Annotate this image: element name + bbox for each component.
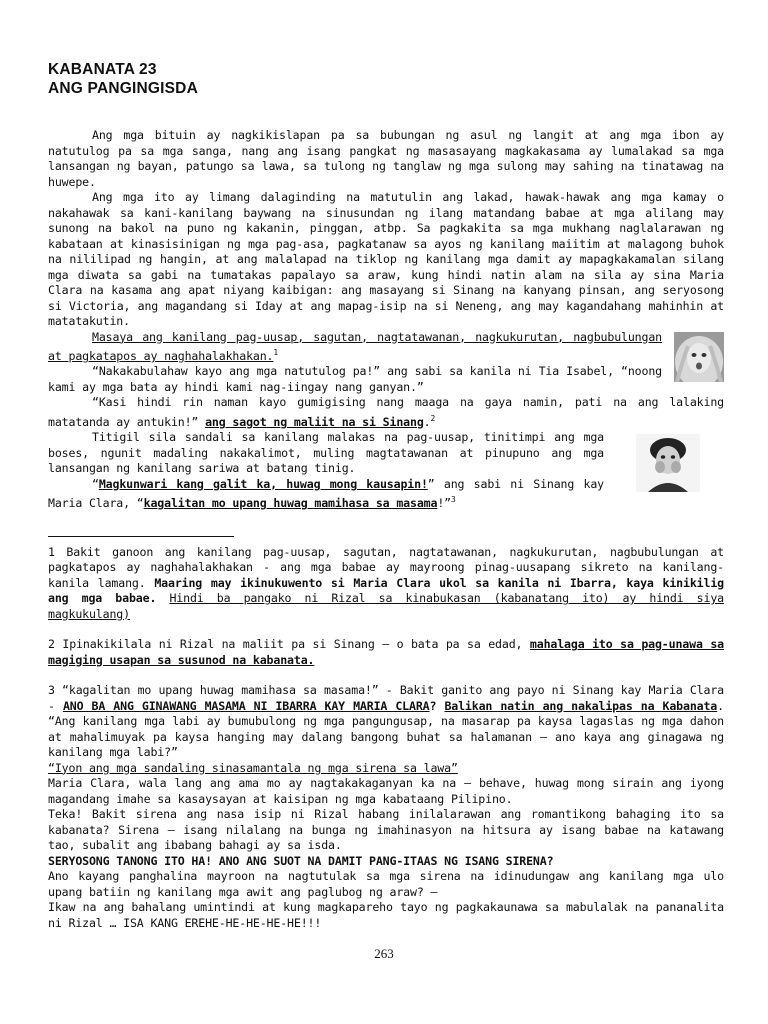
page-content [48, 60, 724, 931]
paragraph-4: “Nakakabulahaw kayo ang mga natutulog pa!” ang sabi sa kanila ni Tia Isabel, “noong kami ay mga bata ay hindi kami nag-iingay nang ganyan.” [48, 364, 662, 394]
paragraph-5 [48, 395, 724, 430]
footnote-3-quote: . “Ang kanilang mga labi ay bumubulong ng mga pangungusap, na masarap pa kaysa lagaslas ng mga dahon at mahalimuyak pa kaysa hanging may dalang bangong buhat sa halamanan – ano kaya ang ginagawa ng kanilang mga labi?” [48, 698, 724, 760]
page-number: 263 [374, 946, 394, 961]
chapter-title: ANG PANGINGISDA [48, 80, 198, 97]
paragraph-2: Ang mga ito ay limang dalaginding na matutulin ang lakad, hawak-hawak ang mga kamay o nakahawak sa kani-kanilang baywang na sinusundan ng ilang matandang babae at mga alilang may sunong na bakol na puno ng kakanin, pinggan, atbp. Sa pagkakita sa mga mukhang naglalarawan ng kabataan at kinasisinigan ng mga pag-asa, pagkatanaw sa ayos ng kanilang maiitim at malagong buhok na nililipad ng hangin, at ang malalapad na tiklop ng kanilang mga damit ay mapagkakamalan silang mga diwata sa gabi na tumatakas papalayo sa araw, kung hindi natin alam na sila ay sina Maria Clara na kasama ang apat niyang kaibigan: ang masayang si Sinang na kanyang pinsan, ang seryosong si Victoria, ang magandang si Iday at ang mapag-isip na si Neneng, ang may kagandahang mahinhin at matatakutin. [48, 190, 724, 328]
footnote-3-sirens-line: “Iyon ang mga sandaling sinasamantala ng mga sirena sa lawa” [48, 760, 458, 775]
paragraph-5-emphasis: ang sagot ng maliit na si Sinang [205, 414, 424, 429]
footnote-3-sirena: Teka! Bakit sirena ang nasa isip ni Rizal habang inilalarawan ang romantikong bahaging ito sa kabanata? Sirena – isang nilalang na bunga ng imahinasyon na hitsura ay isang babae na katawang tao, subalit ang ibabang bahagi ay sa isda. [48, 807, 724, 853]
footnote-2 [48, 637, 724, 668]
footnote-3-question: ANO BA ANG GINAWANG MASAMA NI IBARRA KAY MARIA CLARA [62, 698, 430, 713]
footnote-ref-3: 3 [451, 495, 456, 505]
footnote-3-text: 3 “kagalitan mo upang huwag mamihasa sa masama!” - Bakit ganito ang payo ni Sinang kay Maria Clara - [48, 683, 724, 713]
footnote-1-underlined: Hindi ba pangako ni Rizal sa kinabukasan (kabanatang ito) ay hindi siya magkukulang) [48, 591, 724, 621]
footnote-3-closing: Ikaw na ang bahalang umintindi at kung magkapareho tayo ng pagkakaunawa sa mabulalak na pananalita ni Rizal … ISA KANG EREHE-HE-HE-HE-HE!!! [48, 900, 724, 930]
footnote-3-maria-clara: Maria Clara, wala lang ang ama mo ay nagtakakaganyan ka na – behave, huwag mong sirain ang iyong magandang imahe sa kasaysayan at kaisipan ng mga kabataang Pilipino. [48, 776, 724, 806]
footnote-3 [48, 683, 724, 761]
paragraph-7-close: !” [437, 496, 451, 511]
surprised-woman-photo [674, 332, 724, 382]
paragraph-5-quote: “Kasi hindi rin naman kayo gumigising nang maaga na gaya namin, pati na ang lalaking matatanda ay antukin!” [48, 395, 724, 429]
footnote-ref-1: 1 [273, 348, 279, 357]
footnote-3-sunset: Ano kayang panghalina mayroon na nagtutulak sa mga sirena na idinudungaw ang kanilang mga ulo upang batiin ng kanilang mga awit ang paglubog ng araw? – [48, 869, 724, 899]
paragraph-3-text: Masaya ang kanilang pag-uusap, sagutan, nagtatawanan, nagkukurutan, nagbubulungan at pagkatapos ay naghahalakhakan. [48, 329, 662, 363]
paragraph-5-end: . [423, 414, 431, 429]
paragraph-1: Ang mga bituin ay nagkikislapan pa sa bubungan ng asul ng langit at ang mga ibon ay natutulog pa sa mga sanga, nang ang isang pangkat ng masasayang magkakasama ay lumalakad sa mga lansangan ng bayan, patungo sa lawa, sa tulong ng tanglaw ng mga sulong may sahing na tinatawag na huwepe. [48, 128, 724, 189]
paragraph-3 [48, 330, 724, 365]
footnote-1-space [156, 591, 169, 605]
paragraph-7-open: “ [92, 476, 99, 491]
chapter-number: KABANATA 23 [48, 61, 157, 78]
footnote-ref-2: 2 [430, 413, 436, 423]
footnote-3-review: Balikan natin ang nakalipas na Kabanata [444, 698, 718, 713]
footnote-1-bold: Maaring may ikinukuwento si Maria Clara ukol sa kanila ni Ibarra, kaya kinikilig ang mga babae. [48, 575, 724, 606]
footnotes [48, 545, 724, 932]
footnote-2-text: 2 Ipinakikilala ni Rizal na maliit pa si Sinang – o bata pa sa edad, [48, 637, 530, 652]
footnote-divider [48, 536, 234, 537]
footnote-3-serious-question: SERYOSONG TANONG ITO HA! ANO ANG SUOT NA DAMIT PANG-ITAAS NG ISANG SIRENA? [48, 853, 554, 868]
paragraph-7-quote-1: Magkunwari kang galit ka, huwag mong kausapin! [98, 476, 428, 491]
footnote-1-text: 1 Bakit ganoon ang kanilang pag-uusap, sagutan, nagtatawanan, nagkukurutan, nagbubulungan at pagkatapos ay naghahalakhakan - ang mga babae ay mayroong pinag-uusapang sikreto na kanilang-kanila lamang. [48, 544, 724, 590]
chapter-body [48, 128, 724, 512]
paragraph-7-middle: ” ang sabi ni Sinang kay Maria Clara, “ [48, 476, 604, 511]
paragraph-7-quote-2: kagalitan mo upang huwag mamihasa sa masama [143, 496, 438, 511]
footnote-2-emphasis: mahalaga ito sa pag-unawa sa magiging usapan sa susunod na kabanata. [48, 637, 724, 667]
footnote-3-qmark: ? [429, 698, 445, 713]
gasping-woman-photo [618, 434, 718, 492]
paragraph-6: Titigil sila sandali sa kanilang malakas na pag-uusap, tinitimpi ang mga boses, ngunit madaling nakakalimot, muling magtatawanan at pinupuno ang mga lansangan ng kanilang sariwa at batang tinig. [48, 430, 604, 476]
footnote-1 [48, 545, 724, 623]
